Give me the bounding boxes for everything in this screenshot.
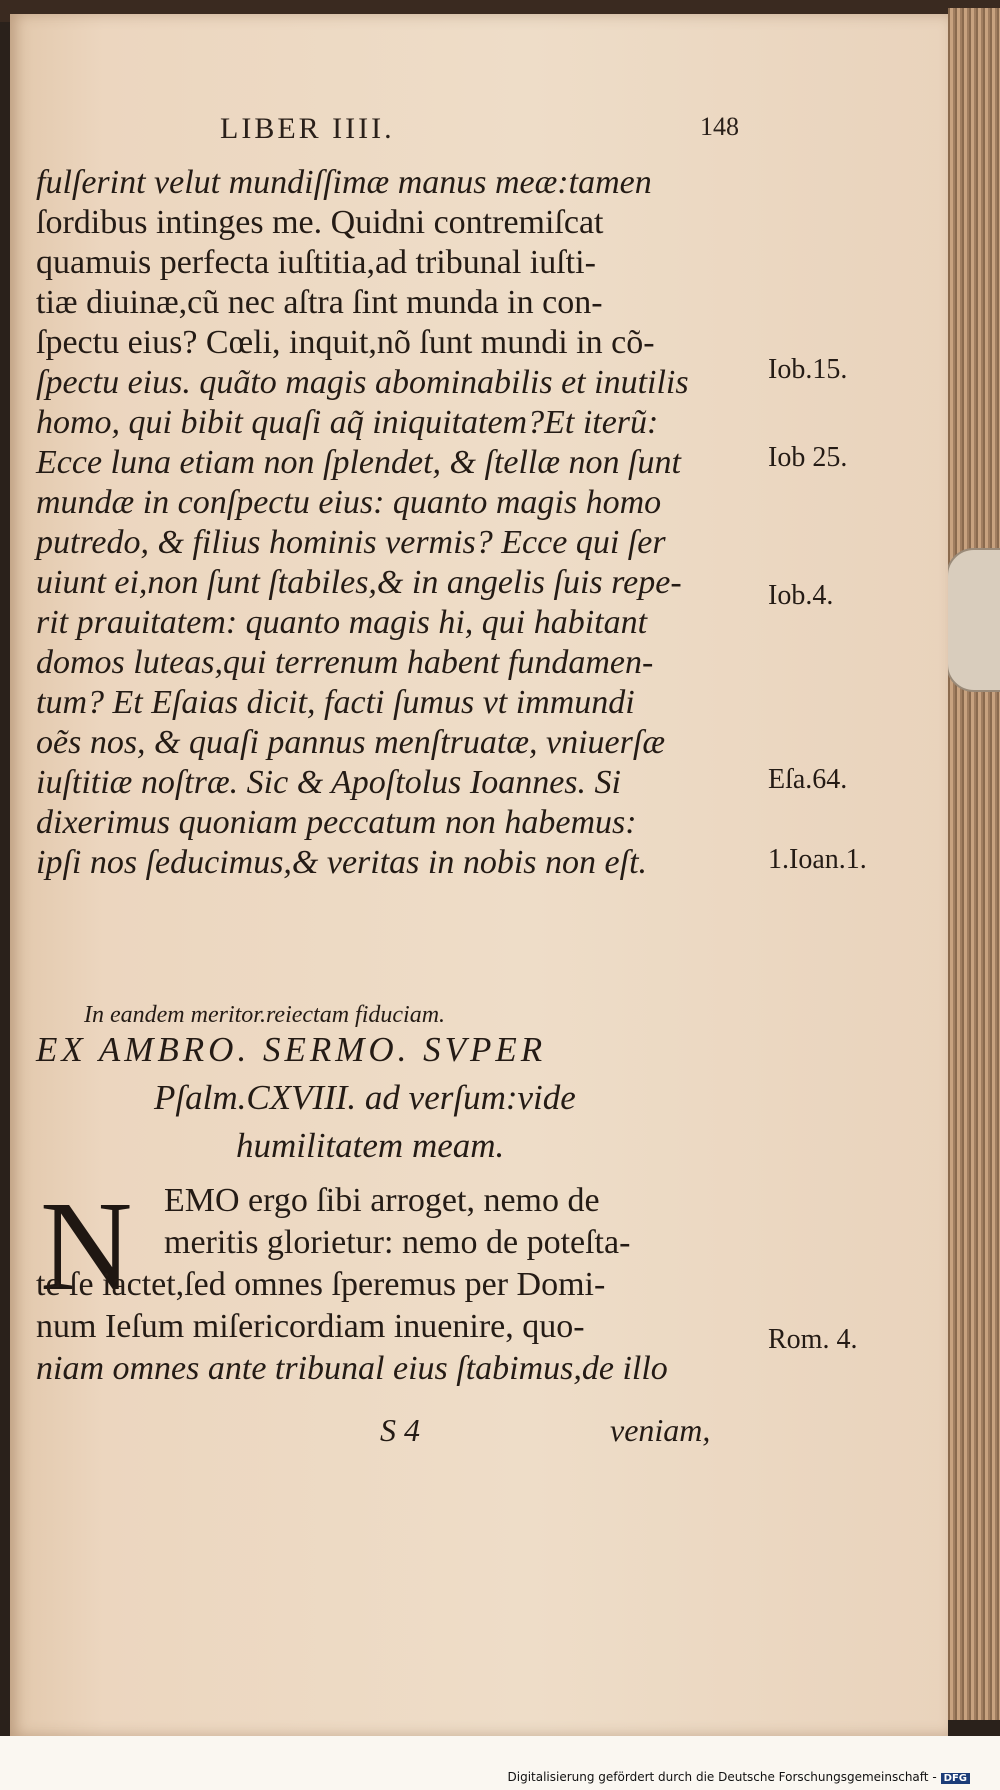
text-line: fulſerint velut mundiſſimæ manus meæ:tamen [36,164,652,201]
bookmark-tab [946,548,1000,692]
text-line: putredo, & filius hominis vermis? Ecce qui ſer [36,524,666,561]
section-heading: humilitatem meam. [236,1126,505,1165]
margin-note: Iob.15. [768,354,848,385]
dfg-logo: DFG [941,1773,970,1784]
text-line: ipſi nos ſeducimus,& veritas in nobis non eſt. [36,844,648,881]
footer-credit [508,1770,971,1784]
text-line: Ecce luna etiam non ſplendet, & ſtellæ non ſunt [36,444,681,481]
text-line: num Ieſum miſericordiam inuenire, quo- [36,1308,585,1345]
text-line: quamuis perfecta iuſtitia,ad tribunal iuſti- [36,244,596,281]
text-line: iuſtitiæ noſtræ. Sic & Apoſtolus Ioannes. Si [36,764,621,801]
signature-mark: S 4 [380,1412,420,1448]
margin-note: Iob 25. [768,442,848,473]
margin-note: Iob.4. [768,580,834,611]
text-line: ſpectu eius? Cœli, inquit,nõ ſunt mundi in cõ- [36,324,655,361]
margin-note: Eſa.64. [768,764,848,795]
running-title: LIBER IIII. [220,112,395,145]
text-line: EMO ergo ſibi arroget, nemo de [164,1182,600,1219]
text-line: uiunt ei,non ſunt ſtabiles,& in angelis ſuis repe- [36,564,682,601]
text-line: oẽs nos, & quaſi pannus menſtruatæ, vniuerſæ [36,724,665,761]
footer-credit-text: Digitalisierung gefördert durch die Deutsche Forschungsgemeinschaft - [507,1770,937,1784]
text-line: ſpectu eius. quãto magis abominabilis et inutilis [36,364,689,401]
section-heading: Pſalm.CXVIII. ad verſum:vide [154,1078,576,1117]
section-heading: EX AMBRO. SERMO. SVPER [36,1030,547,1069]
page-block-edge [948,8,1000,1720]
text-line: tum? Et Eſaias dicit, facti ſumus vt immundi [36,684,635,721]
text-line: meritis glorietur: nemo de poteſta- [164,1224,631,1261]
text-line: ſordibus intinges me. Quidni contremiſcat [36,204,604,241]
margin-note: Rom. 4. [768,1324,858,1355]
page-number: 148 [700,112,739,141]
text-line: rit prauitatem: quanto magis hi, qui habitant [36,604,648,641]
section-caption: In eandem meritor.reiectam fiduciam. [84,1002,446,1028]
text-line: dixerimus quoniam peccatum non habemus: [36,804,637,841]
text-line: mundæ in conſpectu eius: quanto magis homo [36,484,662,521]
text-line: domos luteas,qui terrenum habent fundamen- [36,644,654,681]
text-line: te ſe iactet,ſed omnes ſperemus per Domi- [36,1266,606,1303]
catchword: veniam, [610,1412,711,1448]
text-line: tiæ diuinæ,cũ nec aſtra ſint munda in con- [36,284,603,321]
margin-note: 1.Ioan.1. [768,844,867,875]
book-page [10,14,948,1736]
text-line: niam omnes ante tribunal eius ſtabimus,de illo [36,1350,668,1387]
text-line: homo, qui bibit quaſi aq̃ iniquitatem?Et iterũ: [36,404,659,441]
drop-initial: N [40,1175,133,1317]
